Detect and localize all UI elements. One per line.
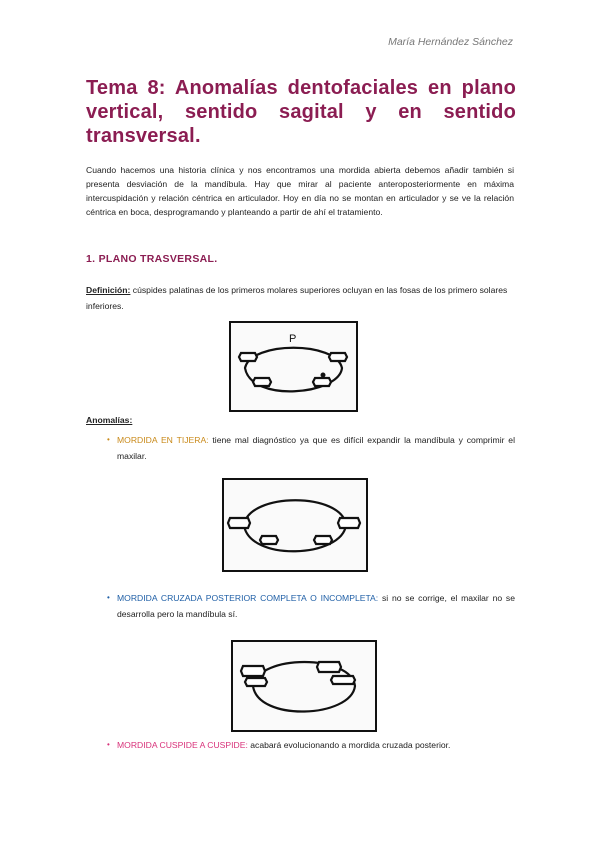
intro-paragraph: Cuando hacemos una historia clínica y nos encontramos una mordida abierta debemos añadir también si presenta desviación de la mandíbula. Hay que mirar al paciente anteroposteriormente en máxima intercuspidación y relación céntrica en articulador. Hoy en día no se montan en articulador y se ve la relación céntrica en boca, desprogramando y planteando a partir de ahí el tratamiento.	[86, 165, 514, 217]
definition-text: cúspides palatinas de los primeros molares superiores ocluyan en las fosas de los primero solares inferiores.	[86, 285, 508, 311]
definition-label: Definición:	[86, 285, 131, 295]
list-item	[107, 590, 515, 622]
posterior-crossbite-drawing	[231, 640, 377, 732]
term-label: MORDIDA CRUZADA POSTERIOR COMPLETA O INCOMPLETA:	[117, 593, 379, 603]
page-title: Tema 8: Anomalías dentofaciales en plano vertical, sentido sagital y en sentido transversal.	[86, 77, 516, 147]
list-item	[107, 737, 515, 753]
bullet: •	[107, 740, 110, 749]
bullet: •	[107, 435, 110, 444]
list-item	[107, 432, 515, 464]
section-heading: 1. PLANO TRASVERSAL.	[86, 253, 218, 265]
term-description: tiene mal diagnóstico ya que es difícil expandir la mandíbula y comprimir el maxilar.	[117, 435, 515, 461]
term-description: si no se corrige, el maxilar no se desarrolla pero la mandíbula sí.	[117, 593, 515, 619]
term-description: acabará evolucionando a mordida cruzada posterior.	[247, 740, 451, 750]
anomalies-label: Anomalías:	[86, 415, 133, 425]
normal-occlusion-drawing	[229, 321, 358, 412]
scissor-bite-drawing	[222, 478, 368, 572]
term-label: MORDIDA CUSPIDE A CUSPIDE:	[117, 740, 248, 750]
definition-paragraph	[86, 282, 514, 314]
author-header: María Hernández Sánchez	[388, 36, 513, 48]
p-label: P	[289, 333, 297, 345]
term-label: MORDIDA EN TIJERA:	[117, 435, 209, 445]
bullet: •	[107, 593, 110, 602]
